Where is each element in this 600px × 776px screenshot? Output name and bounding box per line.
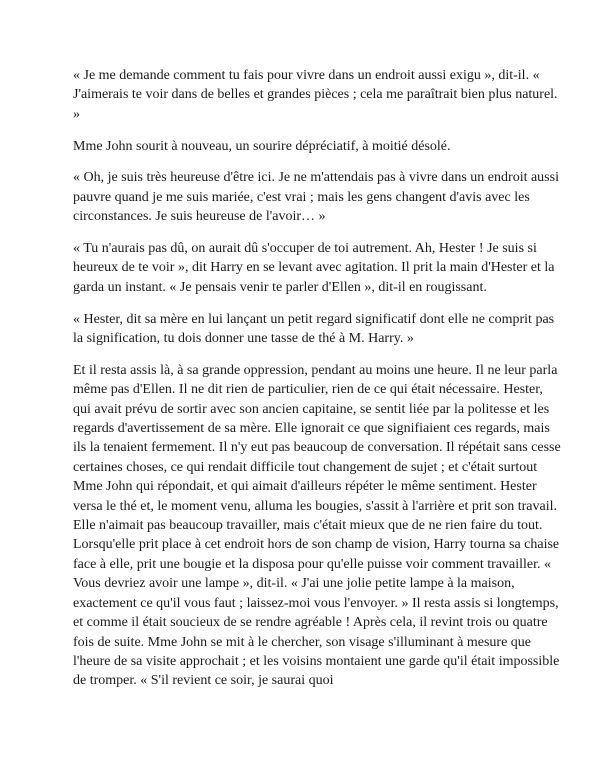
body-text	[73, 66, 561, 703]
paragraph: « Tu n'aurais pas dû, on aurait dû s'occuper de toi autrement. Ah, Hester ! Je suis si heureux de te voir », dit Harry en se levant avec agitation. Il prit la main d'Hester et la garda un instant. « Je pensais venir te parler d'Ellen », dit-il en rougissant.	[73, 241, 555, 295]
paragraph: Et il resta assis là, à sa grande oppression, pendant au moins une heure. Il ne leur parla même pas d'Ellen. Il ne dit rien de particulier, rien de ce qui était nécessaire. Hester, qui avait prévu de sortir avec son ancien capitaine, se sentit liée par la politesse et les regards d'avertissement de sa mère. Elle ignorait ce que signifiaient ces regards, mais ils la tenaient fermement. Il n'y eut pas beaucoup de conversation. Il répétait sans cesse certaines choses, ce qui rendait difficile tout changement de sujet ; et c'était surtout Mme John qui répondait, et qui aimait d'ailleurs répéter le même sentiment. Hester versa le thé et, le moment venu, alluma les bougies, s'assit à l'arrière et prit son travail. Elle n'aimait pas beaucoup travailler, mais c'était mieux que de ne rien faire du tout. Lorsqu'elle prit place à cet endroit hors de son champ de vision, Harry tourna sa chaise face à elle, prit une bougie et la disposa pour qu'elle puisse voir comment travailler. « Vous devriez avoir une lampe », dit-il. « J'ai une jolie petite lampe à la maison, exactement ce qu'il vous faut ; laissez-moi vous l'envoyer. » Il resta assis si longtemps, et comme il était soucieux de se rendre agréable ! Après cela, il revint trois ou quatre fois de suite. Mme John se mit à le chercher, son visage s'illuminant à mesure que l'heure de sa visite approchait ; et les voisins montaient une garde qu'il était impossible de tromper. « S'il revient ce soir, je saurai quoi	[73, 362, 561, 689]
paragraph: Mme John sourit à nouveau, un sourire dépréciatif, à moitié désolé.	[73, 138, 451, 154]
paragraph: « Oh, je suis très heureuse d'être ici. Je ne m'attendais pas à vivre dans un endroit aussi pauvre quand je me suis mariée, c'est vrai ; mais les gens changent d'avis avec les circonstances. Je suis heureuse de l'avoir… »	[73, 170, 559, 225]
paragraph: « Hester, dit sa mère en lui lançant un petit regard significatif dont elle ne comprit pas la signification, tu dois donner une tasse de thé à M. Harry. »	[73, 311, 555, 347]
paragraph: « Je me demande comment tu fais pour vivre dans un endroit aussi exigu », dit-il. « J'aimerais te voir dans de belles et grandes pièces ; cela me paraîtrait bien plus naturel. »	[73, 68, 558, 122]
